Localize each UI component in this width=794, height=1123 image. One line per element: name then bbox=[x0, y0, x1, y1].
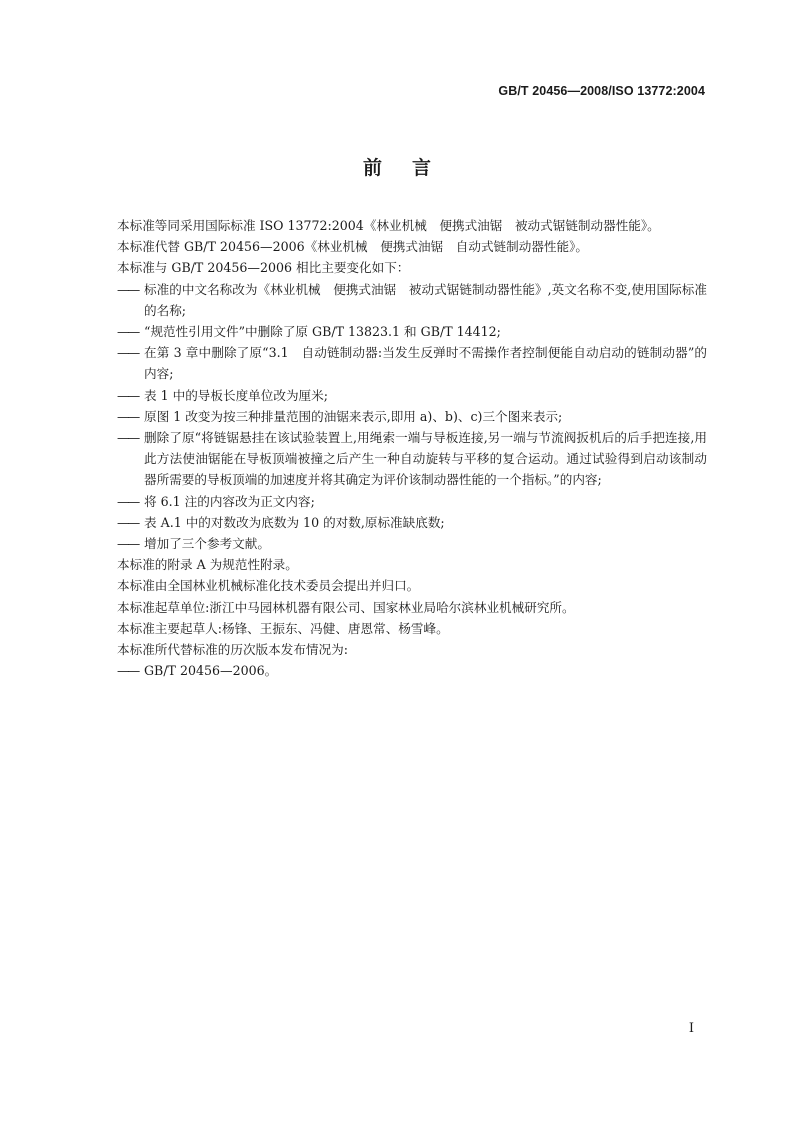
change-text-1: 标准的中文名称改为《林业机械 便携式油锯 被动式锯链制动器性能》,英文名称不变,使用国际标准的名称; bbox=[144, 281, 707, 318]
list-dash: —— bbox=[117, 324, 139, 340]
change-item-5 bbox=[117, 406, 707, 427]
title-char-1: 前 bbox=[362, 157, 382, 179]
list-dash: —— bbox=[117, 663, 139, 679]
title-char-2: 言 bbox=[412, 157, 432, 179]
change-text-2: “规范性引用文件”中删除了原 GB/T 13823.1 和 GB/T 14412; bbox=[144, 324, 501, 340]
paragraph-history-intro: 本标准所代替标准的历次版本发布情况为: bbox=[117, 642, 348, 658]
history-text: GB/T 20456—2006。 bbox=[144, 663, 278, 679]
change-item-9 bbox=[117, 533, 707, 554]
list-dash: —— bbox=[117, 493, 139, 509]
page-number: I bbox=[688, 1021, 694, 1036]
paragraph-drafting-units: 本标准起草单位:浙江中马园林机器有限公司、国家林业局哈尔滨林业机械研究所。 bbox=[117, 599, 575, 615]
paragraph-changes-intro: 本标准与 GB/T 20456—2006 相比主要变化如下： bbox=[117, 260, 410, 276]
history-item bbox=[117, 660, 707, 681]
paragraph-proposer: 本标准由全国林业机械标准化技术委员会提出并归口。 bbox=[117, 578, 420, 594]
change-text-6: 删除了原“将链锯悬挂在该试验装置上,用绳索一端与导板连接,另一端与节流阀扳机后的后手把连接,用此方法使油锯能在导板顶端被撞之后产生一种自动旋转与平移的复合运动。通过试验得到启动该制动器所需要的导板顶端的加速度并将其确定为评价该制动器性能的一个指标。”的内容; bbox=[144, 430, 707, 488]
change-text-3: 在第 3 章中删除了原“3.1 自动链制动器:当发生反弹时不需操作者控制便能自动启动的链制动器”的内容; bbox=[144, 345, 707, 382]
page-title bbox=[0, 153, 794, 180]
list-dash: —— bbox=[117, 387, 139, 403]
change-item-3 bbox=[117, 342, 707, 384]
change-text-7: 将 6.1 注的内容改为正文内容; bbox=[144, 493, 315, 509]
change-item-1 bbox=[117, 279, 707, 321]
list-dash: —— bbox=[117, 408, 139, 424]
paragraph-drafters: 本标准主要起草人:杨锋、王振东、冯健、唐恩常、杨雪峰。 bbox=[117, 620, 449, 636]
change-text-5: 原图 1 改变为按三种排量范围的油锯来表示,即用 a)、b)、c)三个图来表示; bbox=[144, 408, 563, 424]
list-dash: —— bbox=[117, 281, 139, 297]
change-item-8 bbox=[117, 512, 707, 533]
paragraph-adoption: 本标准等同采用国际标准 ISO 13772:2004《林业机械 便携式油锯 被动式锯链制动器性能》。 bbox=[117, 218, 660, 233]
foreword-body bbox=[117, 215, 707, 681]
change-text-4: 表 1 中的导板长度单位改为厘米; bbox=[144, 387, 328, 403]
list-dash: —— bbox=[117, 514, 139, 530]
list-dash: —— bbox=[117, 536, 139, 552]
change-item-7 bbox=[117, 491, 707, 512]
list-dash: —— bbox=[117, 430, 139, 446]
change-item-2 bbox=[117, 321, 707, 342]
standard-code-header: GB/T 20456—2008/ISO 13772:2004 bbox=[498, 84, 705, 98]
change-text-8: 表 A.1 中的对数改为底数为 10 的对数,原标准缺底数; bbox=[144, 514, 445, 530]
change-item-4 bbox=[117, 385, 707, 406]
list-dash: —— bbox=[117, 345, 139, 361]
change-item-6 bbox=[117, 427, 707, 491]
change-text-9: 增加了三个参考文献。 bbox=[144, 536, 270, 552]
paragraph-replaces: 本标准代替 GB/T 20456—2006《林业机械 便携式油锯 自动式链制动器性能》。 bbox=[117, 239, 588, 255]
paragraph-annex: 本标准的附录 A 为规范性附录。 bbox=[117, 557, 298, 573]
